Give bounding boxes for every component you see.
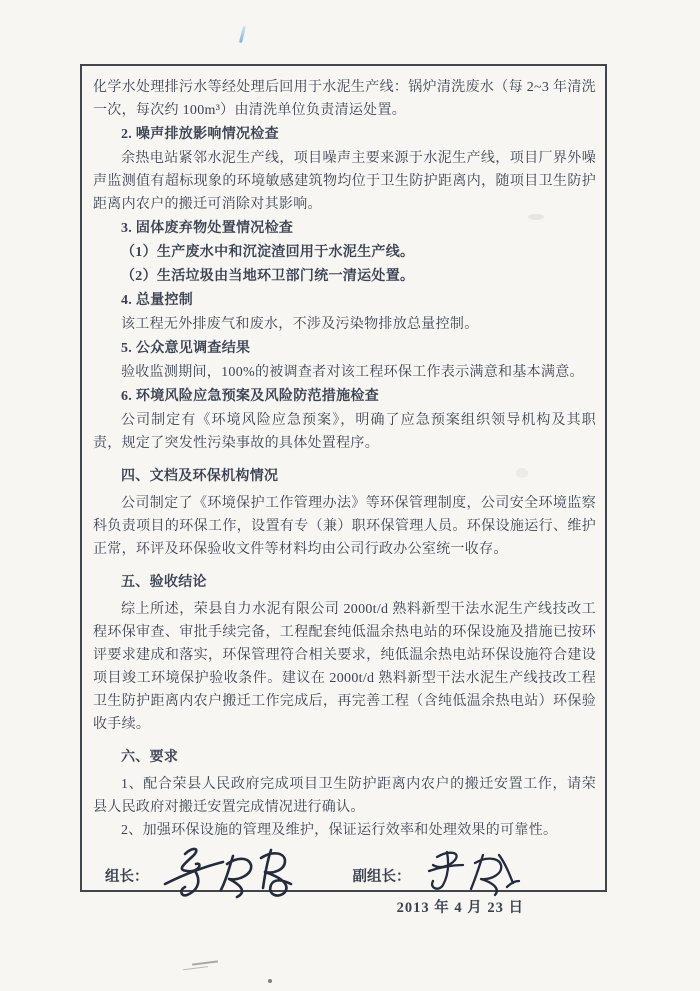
scan-artifact-pencil-dash	[192, 960, 218, 965]
item-2-domestic-garbage: （2）生活垃圾由当地环卫部门统一清运处置。	[121, 269, 415, 284]
heading-3-solid-waste-check: 3. 固体废弃物处置情况检查	[121, 221, 294, 236]
deputy-label: 副组长：	[352, 868, 411, 885]
para-public-opinion: 验收监测期间，100%的被调查者对该工程环保工作表示满意和基本满意。	[121, 365, 584, 380]
scan-smudge	[516, 468, 528, 478]
para-noise-detail: 余热电站紧邻水泥生产线，项目噪声主要来源于水泥生产线，项目厂界外噪声监测值有超标现象的环境敏感建筑物均位于卫生防护距离内，随项目卫生防护距离内农户的搬迁可消除对其影响。	[93, 151, 596, 212]
section-6-requirements: 六、要求	[121, 750, 179, 765]
para-risk-plan: 公司制定有《环境风险应急预案》，明确了应急预案组织领导机构及其职责，规定了突发性污染事故的具体处置程序。	[93, 413, 596, 451]
document-date: 2013 年 4 月 23 日	[396, 900, 524, 916]
para-requirement-2: 2、加强环保设施的管理及维护，保证运行效率和处理效果的可靠性。	[121, 823, 558, 838]
para-chemical-wastewater-reuse: 化学水处理排污水等经处理后回用于水泥生产线：锅炉清洗废水（每 2~3 年清洗一次，每次约 100m³）由清洗单位负责清运处置。	[93, 80, 596, 118]
heading-4-total-control: 4. 总量控制	[121, 293, 194, 308]
para-documents-orgs: 公司制定了《环境保护工作管理办法》等环保管理制度，公司安全环境监察科负责项目的环保工作，设置有专（兼）职环保管理人员。环保设施运行、维护正常，环评及环保验收文件等材料均由公司行政办公室统一收存。	[93, 496, 596, 557]
leader-signature	[155, 840, 305, 900]
scan-artifact-pencil-dot	[268, 979, 272, 983]
heading-6-risk-plan-check: 6. 环境风险应急预案及风险防范措施检查	[121, 389, 379, 404]
para-requirement-1: 1、配合荣县人民政府完成项目卫生防护距离内农户的搬迁安置工作，请荣县人民政府对搬迁安置完成情况进行确认。	[93, 777, 596, 815]
document-border-box	[80, 64, 607, 916]
scan-smudge	[528, 214, 544, 220]
section-4-documents-orgs: 四、文档及环保机构情况	[121, 469, 279, 484]
para-total-control: 该工程无外排废气和废水，不涉及污染物排放总量控制。	[121, 317, 479, 332]
scan-artifact-blue-pen-mark	[239, 26, 246, 43]
leader-label: 组长：	[105, 868, 149, 885]
heading-5-public-opinion: 5. 公众意见调查结果	[121, 341, 251, 356]
item-1-production-wastewater: （1）生产废水中和沉淀渣回用于水泥生产线。	[121, 245, 415, 260]
deputy-signature	[419, 843, 529, 899]
section-5-acceptance-conclusion: 五、验收结论	[121, 575, 207, 590]
para-acceptance-conclusion: 综上所述，荣县自力水泥有限公司 2000t/d 熟料新型干法水泥生产线技改工程环保审查、审批手续完备，工程配套纯低温余热电站的环保设施及措施已按环评要求建成和落实，环保管理符合相关要求，纯低温余热电站环保设施符合建设项目竣工环境保护验收条件。建议在 2000t/d 熟料新型干法水泥生产线技改工程卫生防护距离内农户搬迁工作完成后，再完善工程（含纯低温余热电站）环保验收手续。	[93, 602, 596, 732]
heading-2-noise-check: 2. 噪声排放影响情况检查	[121, 127, 279, 142]
